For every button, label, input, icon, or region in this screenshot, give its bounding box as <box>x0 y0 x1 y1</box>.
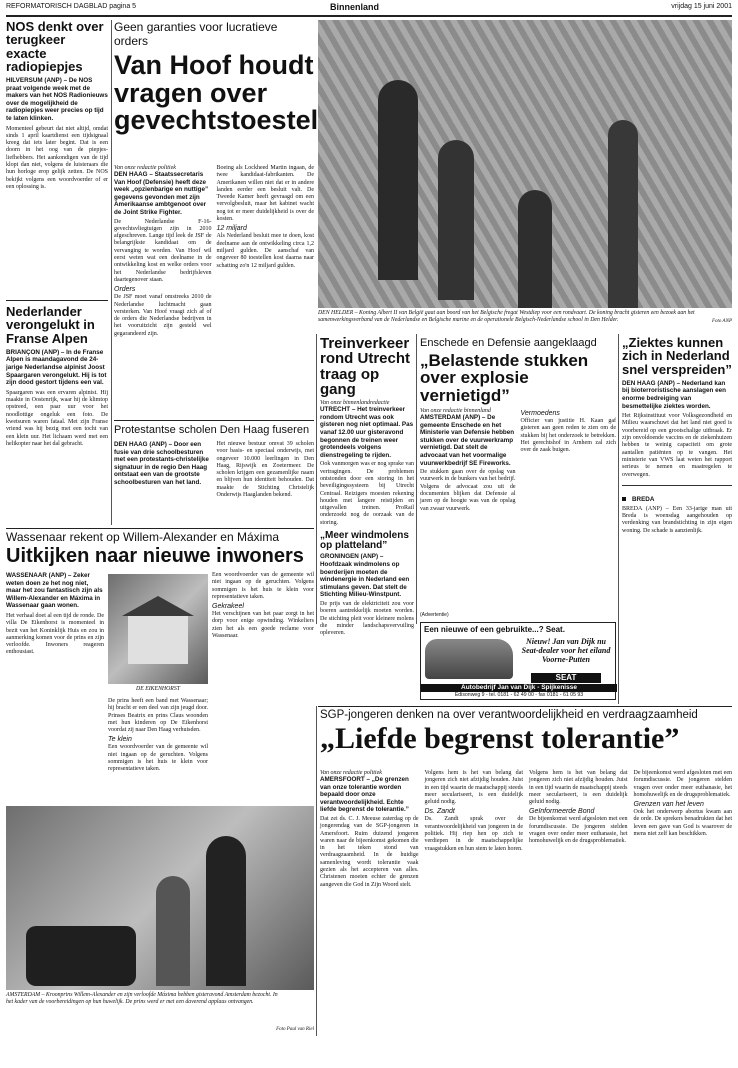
article-vanhoof-kicker: Geen garanties voor lucratieve orders <box>114 20 278 48</box>
article-sgp-kicker: SGP-jongeren denken na over verantwoordelijkheid en verdraagzaamheid <box>320 709 698 721</box>
article-defensie-body: De stukken gaan over de opslag van vuurwerk in de bunkers van het bedrijf. Volgens de advocaat zou uit de documenten blijken dat Defensie al jaren op de hoogte was van de opslag van zwaar vuurwerk. <box>420 469 516 512</box>
article-sgp-text <box>320 770 732 1036</box>
ad-brand: SEAT <box>531 673 601 683</box>
photo-top-credit: Foto ANP <box>711 319 732 324</box>
photo-top <box>318 20 732 308</box>
article-scholen <box>114 423 314 523</box>
article-wassenaar-body1: Het verhaal doet al een tijd de ronde. De villa De Eikenhorst is momenteel in bezit van het Koninklijk Huis en zou in aanmerking komen voor de prins en zijn verloofde. Inwoners reageren enthousiast. <box>6 612 104 656</box>
article-wassenaar-col1 <box>6 572 104 802</box>
article-defensie-body2: Officier van justitie H. Kaan gaf gisteren aan geen reden te zien om de stukken bij het onderzoek te betrekken. Het gerechtshof in Arnhem zal zich over de zaak buigen. <box>520 417 616 454</box>
article-scholen-kicker: Protestantse scholen Den Haag fuseren <box>114 424 310 436</box>
article-wassenaar-body3: Een woordvoerder van de gemeente wil niet ingaan op de geruchten. Volgens sommigen is het huis te klein voor representatieve taken. <box>108 744 208 773</box>
ad-label: (Advertentie) <box>420 612 449 618</box>
ad-address: Edisonweg 9 - tel. 0181 - 62 49 00 - fax 0181 - 61 05 93 <box>454 692 584 698</box>
article-defensie-title: „Belastende stukken over explosie vernietigd” <box>420 351 589 405</box>
article-vanhoof-body3: Boeing als Lockheed Martin ingaan, de twee kandidaat-fabrikanten. De Amerikanen willen niet dat er in andere landen eerder een besluit valt. De Tweede Kamer heeft gevraagd om een vervolgbesluit, maar het kabinet wacht nog tot er meer duidelijkheid is over de kosten. <box>216 165 314 223</box>
photo-car <box>26 926 136 986</box>
photo-person <box>206 836 246 986</box>
divider <box>6 300 108 301</box>
article-ziektes-lead: DEN HAAG (ANP) – Nederland kan bij bioterroristische aanslagen een enorme bedreiging van besmettelijke ziektes worden. <box>622 379 726 410</box>
article-defensie-byline: Van onze redactie binnenland <box>420 407 491 414</box>
photo-eikenhorst <box>108 574 208 684</box>
article-sgp-body4b: De bijeenkomst werd afgesloten met een forumdiscussie. De jongeren stelden vragen over onder meer euthanasie, het homohuwelijk en de drugsproblematiek. <box>633 770 732 798</box>
column-divider <box>416 334 417 624</box>
photo-roof <box>122 596 194 616</box>
article-ziektes-title: „Ziektes kunnen zich in Nederland snel verspreiden” <box>622 335 732 377</box>
column-divider <box>618 334 619 704</box>
article-vanhoof-sub1: Orders <box>114 286 136 294</box>
photo-figure <box>378 80 418 280</box>
brief-body: BREDA (ANP) – Een 33-jarige man uit Breda is woensdag aangehouden op verdenking van brandstichting in zijn eigen woning. De schade is aanzienlijk. <box>622 505 732 534</box>
article-verongelukt-lead: BRIANÇON (ANP) – In de Franse Alpen is maandagavond de 24-jarige Nederlandse alpinist Joost Spaargaren verongelukt. Hij is tot zijn dood gestort tijdens een val. <box>6 348 107 387</box>
article-wassenaar-body2: De prins heeft een band met Wassenaar; hij bracht er een deel van zijn jeugd door. Prinses Beatrix en prins Claus woonden met hun kinderen op De Eikenhorst voordat zij naar Den Haag verhuisden. <box>108 698 208 734</box>
article-treinen-body: Ook vanmorgen was er nog sprake van vertragingen. De problemen ontstonden door een storing in het beveiligingssysteem bij Utrecht Centraal. Reizigers moesten rekening houden met langere reistijden en uitgevallen treinen. ProRail onderzoekt nog de oorzaak van de storing. <box>320 461 414 526</box>
article-treinen-lead2: GRONINGEN (ANP) – Hoofdzaak windmolens op boerderijen moeten de windenergie in Nederland een stimulans geven. Dat stelt de Stichting Milieu-Winstpunt. <box>320 553 410 599</box>
photo-figure <box>438 140 474 300</box>
article-wassenaar-title: Uitkijken naar nieuwe inwoners <box>6 545 304 567</box>
ad-car-image <box>425 639 513 679</box>
article-sgp-byline: Van onze redactie politiek <box>320 770 382 776</box>
article-sgp-body5: Ook het onderwerp abortus kwam aan de orde. De sprekers benadrukten dat het leven een gave van God is waarover de mens niet zelf kan beschikken. <box>633 809 732 838</box>
article-wassenaar-body4: Het verschijnen van het paar zorgt in het dorp voor enige opwinding. Winkeliers zien het als een goede reclame voor Wassenaar. <box>212 611 314 640</box>
column-divider <box>316 706 317 1036</box>
article-treinen-byline: Van onze binnenlandredactie <box>320 400 390 407</box>
article-vanhoof-byline: Van onze redactie politiek <box>114 165 176 171</box>
section-title: Binnenland <box>330 2 379 12</box>
photo-wassenaar-caption: AMSTERDAM – Kroonprins Willem-Alexander en zijn verloofde Máxima hebben gisteravond Amsterdam bezocht. In het kader van de voorbereidingen op hun huwelijk. De prins werd er met een daverend applaus ontvangen. <box>6 992 278 1005</box>
article-wassenaar-col3 <box>212 572 314 804</box>
article-vanhoof-text <box>114 165 314 415</box>
divider <box>6 528 314 529</box>
article-scholen-lead: DEN HAAG (ANP) – Door een fusie van drie schoolbesturen met een protestants-christelijke signatuur in de regio Den Haag ontstaat een van de grootste schoolbesturen van het land. <box>114 441 209 486</box>
photo-figure <box>608 120 638 308</box>
photo-figure <box>518 190 552 308</box>
article-sgp-lead: AMERSFOORT – „De grenzen van onze tolerantie worden bepaald door onze verantwoordelijkheid. Echte liefde begrenst de tolerantie.” <box>320 776 409 814</box>
divider <box>318 706 732 707</box>
ad-slogan: Nieuw! Jan van Dijk nu Seat-dealer voor het eiland Voorne-Putten <box>521 637 611 664</box>
article-wassenaar-body3b: Een woordvoerder van de gemeente wil niet ingaan op de geruchten. Volgens sommigen is het huis te klein voor representatieve taken. <box>212 572 314 600</box>
article-sgp <box>320 708 732 768</box>
photo-eikenhorst-caption: DE EIKENHORST <box>136 686 180 692</box>
photo-person <box>156 876 190 986</box>
photo-wassenaar-credit: Foto Paul van Riel <box>276 1027 314 1032</box>
article-wassenaar-sub2: Gekrakeel <box>212 603 244 611</box>
article-wassenaar-sub1: Te klein <box>108 736 132 744</box>
article-vanhoof-title: Van Hoof houdt vragen over gevechtstoestel <box>114 50 319 136</box>
photo-wassenaar <box>6 806 314 990</box>
article-vanhoof-body2: De JSF moet vanaf omstreeks 2010 de Nederlandse luchtmacht gaan versterken. Van Hoof vraagt zich af of de orders die Nederlandse bedrijven in het vooruitzicht zijn gesteld wel gegarandeerd zijn. <box>114 294 212 337</box>
article-defensie-sub: Vermoedens <box>520 409 560 417</box>
article-sgp-body4: De bijeenkomst werd afgesloten met een forumdiscussie. De jongeren stelden vragen over onder meer euthanasie, het homohuwelijk en de drugsproblematiek. <box>529 816 628 845</box>
brief-bullet-icon <box>622 497 626 501</box>
article-wassenaar-lead: WASSENAAR (ANP) – Zeker weten doen ze het nog niet, maar het zou fantastisch zijn als Willem-Alexander en Máxima in Wassenaar gaan wonen. <box>6 572 103 610</box>
header-left: REFORMATORISCH DAGBLAD pagina 5 <box>6 3 137 10</box>
article-nos-body: Momenteel gebeurt dat niet altijd, omdat sinds 1 april kaartdienst een tijdsignaal kreeg dat iets later begint. Dat is een doorn in het oog van de piepjes-liefhebbers. Het aankondigen van de tijd klopt dan niet, volgens de luisteraars die hun horloge erop gelijk zetten. De NOS bekijkt volgens een woordvoerder of er een oplossing is. <box>6 125 108 190</box>
advertisement[interactable] <box>420 622 616 700</box>
photo-top-caption: DEN HELDER – Koning Albert II van België gaat aan boord van het Belgische fregat Westdiep voor een rondvaart. De koning bracht gisteren een bezoek aan het samenwerkingsverband van de Nederlandse en Belgische marine en de operationele Belgisch-Nederlandse school in Den Helder. <box>318 310 695 323</box>
article-treinen-body2: De prijs van de elektriciteit zou voor boeren aantrekkelijk moeten worden. De stichting pleit voor kleinere molens die minder landschapsvervuiling opleveren. <box>320 600 414 637</box>
article-sgp-sub1: Ds. Zandt <box>424 808 455 816</box>
column-divider <box>316 334 317 624</box>
article-sgp-body1b: Volgens hem is het van belang dat jongeren zich niet afzijdig houden. Juist in een tijd waarin de maatschappij steeds meer seculariseert, is een duidelijk geluid nodig. <box>424 770 523 806</box>
article-ziektes-body: Het Rijksinstituut voor Volksgezondheid en Milieu waarschuwt dat het land niet goed is voorbereid op een grootschalige uitbraak. Er zijn onvoldoende vaccins en de ziekenhuizen hebben te weinig capaciteit om grote aantallen patiënten op te vangen. Het ministerie van VWS laat weten het rapport serieus te nemen en maatregelen te overwegen. <box>622 413 732 478</box>
article-defensie <box>420 336 616 616</box>
ad-headline: Een nieuwe of een gebruikte...? Seat. <box>424 625 565 634</box>
article-nos <box>6 20 108 302</box>
article-wassenaar-kicker: Wassenaar rekent op Willem-Alexander en Máxima <box>6 530 279 544</box>
header-rule <box>6 15 732 17</box>
divider <box>114 420 314 421</box>
article-sgp-body2: Ds. Zandt sprak over de verantwoordelijkheid van jongeren in de politiek. Hij riep hen op zich te verdiepen in de maatschappelijke vraagstukken en hun stem te laten horen. <box>424 816 523 852</box>
article-vanhoof-sub2: 12 miljard <box>216 225 247 233</box>
article-ziektes <box>622 336 732 708</box>
article-nos-lead: HILVERSUM (ANP) – De NOS praat volgende week met de makers van het NOS Radionieuws over de mogelijkheid de radiopiepjes weer precies op tijd te laten klinken. <box>6 77 108 122</box>
article-wassenaar-col2 <box>108 698 208 804</box>
article-treinen-sub: „Meer windmolens op platteland” <box>320 530 409 552</box>
article-treinen-lead: UTRECHT – Het treinverkeer rondom Utrecht was ook gisteren nog niet optimaal. Pas vanaf 12.00 uur gisteravond begonnen de treinen weer grotendeels volgens dienstregeling te rijden. <box>320 406 414 459</box>
brief-title: BREDA <box>632 495 655 503</box>
ad-company: Autobedrijf Jan van Dijk - Spijkenisse <box>421 684 617 692</box>
photo-house <box>128 614 188 664</box>
article-vanhoof-body4: Als Nederland besluit mee te doen, kost deelname aan de ontwikkeling circa 1,2 miljard gulden. De aanschaf van ongeveer 80 toestellen kost daarna naar schatting zo'n 12 miljard gulden. <box>216 233 314 269</box>
article-sgp-body1: Dat zei ds. C. J. Meeuse zaterdag op de jongerendag van de SGP-jongeren in Amersfoort. Ruim duizend jongeren waren naar de bijeenkomst gekomen die in het teken stond van verdraagzaamheid. In de huidige samenleving wordt tolerantie vaak gezien als het accepteren van alles. Christenen moeten echter de grenzen aangeven die God in Zijn Woord stelt. <box>320 815 419 888</box>
header-date: vrijdag 15 juni 2001 <box>671 3 732 10</box>
article-sgp-body3: Volgens hem is het van belang dat jongeren zich niet afzijdig houden. Juist in een tijd waarin de maatschappij steeds meer seculariseert, is een duidelijk geluid nodig. <box>529 770 628 806</box>
article-defensie-kicker: Enschede en Defensie aangeklaagd <box>420 337 597 349</box>
article-nos-title: NOS denkt over terugkeer exacte radiopiepjes <box>6 19 104 74</box>
article-verongelukt-body: Spaargaren was een ervaren alpinist. Hij maakte in Oostenrijk, waar hij de klimtop opstreed, een paar uur voor het noodlottige ongeluk een foto. De kwetsuren waren fataal. Met zijn Franse vriend was hij bezig met een tocht van een klein uur. Het lichaam werd met een helikopter naar het dal gebracht. <box>6 389 108 447</box>
article-verongelukt-title: Nederlander verongelukt in Franse Alpen <box>6 304 95 346</box>
article-vanhoof-body1: De Nederlandse F-16-gevechtsvliegtuigen zijn in 2010 afgeschreven. Lange tijd leek de JSF de belangrijkste kandidaat om de vervanging te worden. Van Hoof wil eerst weten wat een deelname in de ontwikkeling kost en welke orders voor het Nederlandse bedrijfsleven daartegenover staan. <box>114 218 212 283</box>
article-sgp-sub3: Grenzen van het leven <box>633 801 704 809</box>
article-vanhoof-lead: DEN HAAG – Staatssecretaris Van Hoof (Defensie) heeft deze week „opzienbarige en nuttige” gegevens gevonden met zijn Amerikaanse ambtgenoot over de Joint Strike Fighter. <box>114 171 209 216</box>
article-treinen-title: Treinverkeer rond Utrecht traag op gang <box>320 335 410 398</box>
article-sgp-sub2: Geïnformeerde Bond <box>529 808 595 816</box>
column-divider <box>111 20 112 525</box>
article-treinen <box>320 335 414 637</box>
article-scholen-body: Het nieuwe bestuur omvat 39 scholen voor basis- en speciaal onderwijs, met ongeveer 10.000 leerlingen in Den Haag, Rijswijk en Zoetermeer. De scholen krijgen een gezamenlijke naam en blijven hun identiteit behouden. Dat maakte de Stichting Christelijk Onderwijs Haaglanden bekend. <box>216 441 314 499</box>
article-defensie-lead: AMSTERDAM (ANP) – De gemeente Enschede en het Ministerie van Defensie hebben stukken over de vuurwerkramp vernietigd. Dat stelt de advocaat van het voormalige vuurwerkbedrijf SE Fireworks. <box>420 413 515 467</box>
article-sgp-title: „Liefde begrenst tolerantie” <box>320 722 680 755</box>
article-verongelukt <box>6 305 108 523</box>
